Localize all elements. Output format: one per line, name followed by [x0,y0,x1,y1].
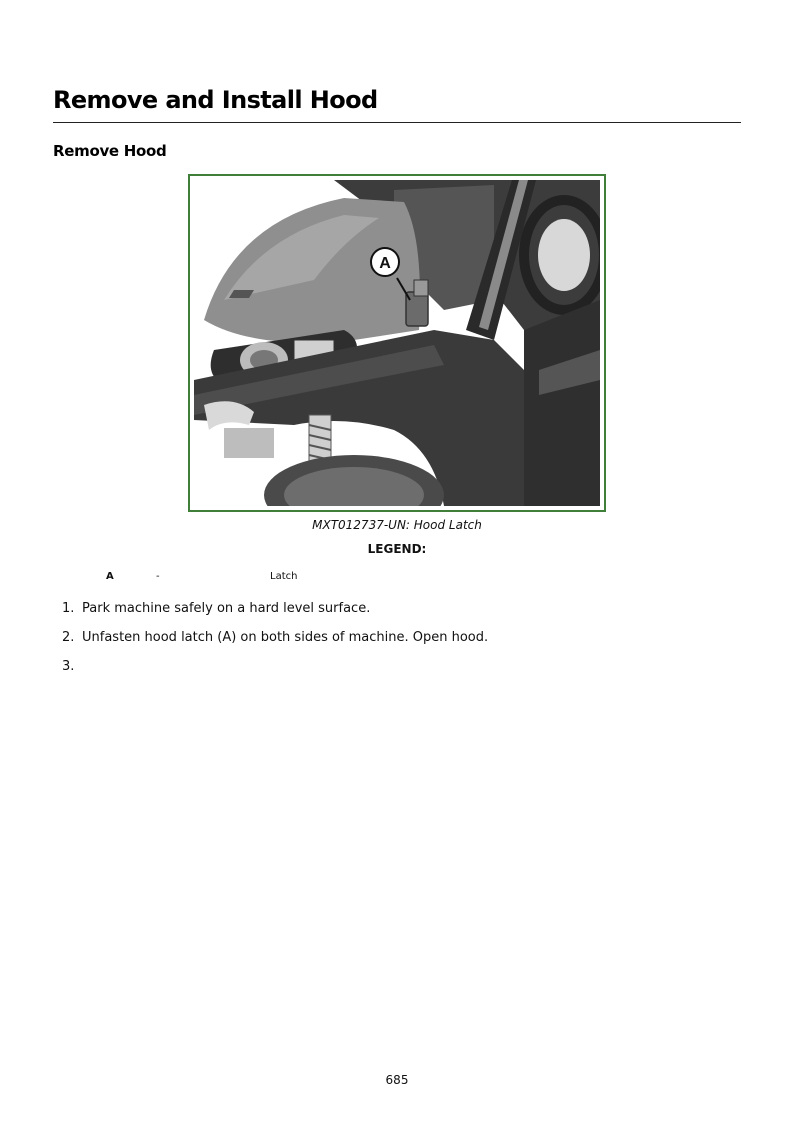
hood-latch-figure [188,174,606,512]
page-number: 685 [385,1073,409,1087]
callout-label-a: A [379,255,391,272]
hood-latch-illustration [194,180,600,506]
legend-text: Latch [270,571,298,582]
title-divider [53,122,741,123]
legend-dash: - [156,571,160,582]
legend-item [0,571,794,587]
figure-caption: MXT012737-UN: Hood Latch [312,518,482,532]
section-title: Remove Hood [53,142,167,160]
legend-key: A [106,571,114,582]
page-title: Remove and Install Hood [53,86,378,114]
step-text: Unfasten hood latch (A) on both sides of machine. Open hood. [82,630,489,645]
step-number: 1. [62,601,75,616]
step-number: 2. [62,630,75,645]
step-text: Park machine safely on a hard level surface. [82,601,371,616]
legend-heading: LEGEND: [367,542,427,556]
step-number: 3. [62,659,75,674]
